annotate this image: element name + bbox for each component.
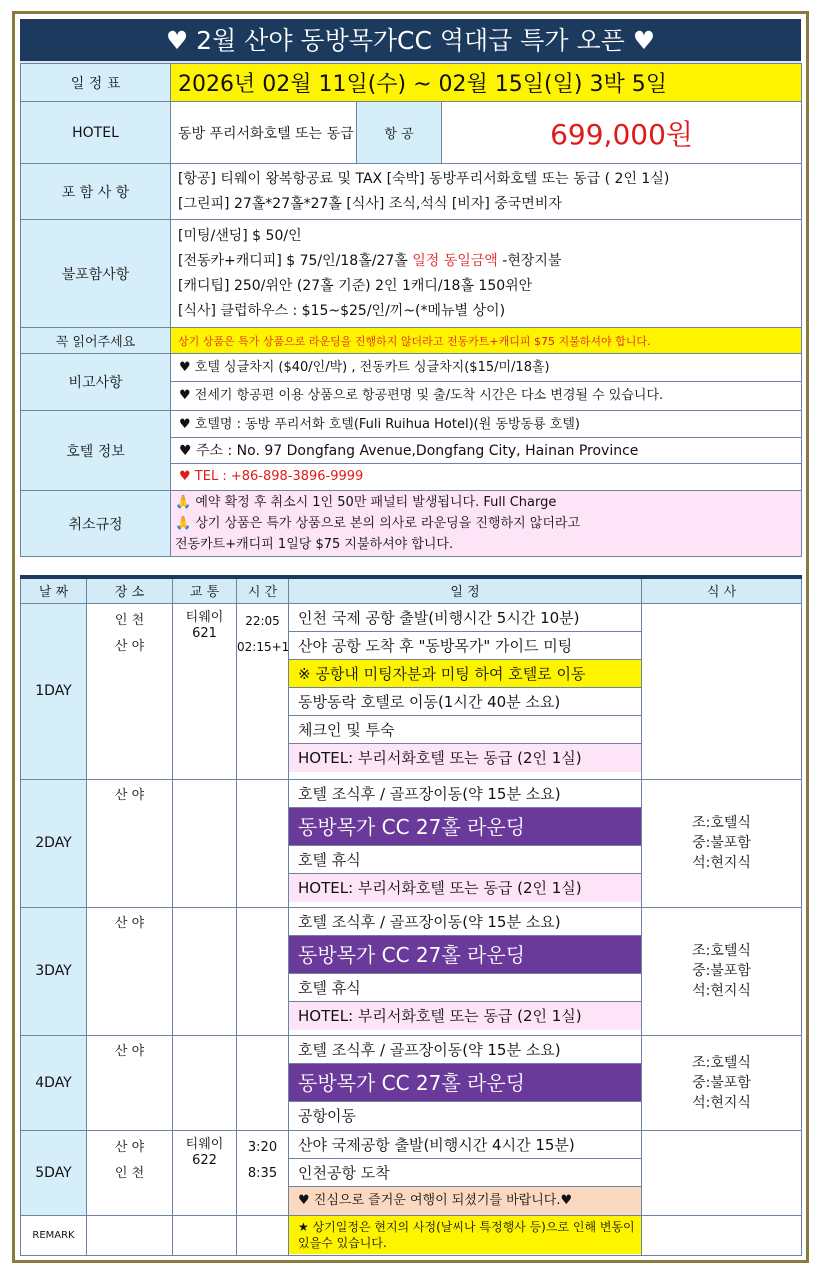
meal: 중:불포함	[692, 835, 751, 851]
table-row	[21, 1130, 802, 1215]
place: 산 야	[87, 907, 173, 1035]
hotel-tel: ♥ TEL : +86-898-3896-9999	[179, 468, 364, 484]
meal: 석:현지식	[692, 855, 751, 871]
excluded-line: [미팅/샌딩] $ 50/인	[178, 227, 302, 244]
transport: 티웨이 622	[173, 1130, 237, 1215]
place: 인 천	[114, 1165, 145, 1181]
day-label: 4DAY	[21, 1035, 87, 1130]
time: 3:20	[247, 1139, 278, 1155]
itinerary-item: 산야 공항 도착 후 "동방목가" 가이드 미팅	[289, 632, 641, 660]
cancel-line: 전동카트+캐디피 1일당 $75 지불하셔야 합니다.	[175, 537, 454, 552]
excluded-text: -현장지불	[497, 252, 562, 269]
info-table	[20, 63, 802, 557]
itinerary-item: 동방목가 CC 27홀 라운딩	[289, 936, 641, 974]
itinerary-item: 동방목가 CC 27홀 라운딩	[289, 1064, 641, 1102]
itinerary-item: 동방목가 CC 27홀 라운딩	[289, 808, 641, 846]
place: 산 야	[87, 779, 173, 907]
day-label: 1DAY	[21, 603, 87, 779]
table-row	[21, 1035, 802, 1130]
schedule-label: 일 정 표	[21, 64, 171, 102]
table-row	[21, 907, 802, 1035]
table-row	[21, 1215, 802, 1255]
included-label: 포 함 사 항	[21, 164, 171, 220]
schedule-value: 2026년 02월 11일(수) ~ 02월 15일(일) 3박 5일	[171, 64, 802, 102]
meal: 조:호텔식	[692, 943, 751, 959]
page-title: ♥ 2월 산야 동방목가CC 역대급 특가 오픈 ♥	[20, 19, 801, 63]
notice-text: 상기 상품은 특가 상품으로 라운딩을 진행하지 않더라고 전동카트+캐디피 $75 지불하셔야 합니다.	[171, 328, 802, 354]
table-row	[21, 603, 802, 779]
place: 산 야	[87, 1035, 173, 1130]
meal: 석:현지식	[692, 983, 751, 999]
remark-line: ♥ 호텔 싱글차지 ($40/인/박) , 전동카트 싱글차지($15/미/18홀)	[171, 354, 801, 382]
header-place: 장 소	[87, 577, 173, 603]
itinerary-item: 호텔 조식후 / 골프장이동(약 15분 소요)	[289, 1036, 641, 1064]
hotel-address: ♥ 주소 : No. 97 Dongfang Avenue,Dongfang City, Hainan Province	[171, 438, 801, 464]
table-row	[21, 779, 802, 907]
price: 699,000원	[442, 102, 802, 164]
itinerary-item: HOTEL: 부리서화호텔 또는 동급 (2인 1실)	[289, 874, 641, 902]
meal: 조:호텔식	[692, 815, 751, 831]
itinerary-item: 호텔 휴식	[289, 974, 641, 1002]
itinerary-item: 동방동락 호텔로 이동(1시간 40분 소요)	[289, 688, 641, 716]
cancel-label: 취소규정	[21, 491, 171, 557]
excluded-text: [전동카+캐디피] $ 75/인/18홀/27홀	[178, 252, 413, 269]
itinerary-item: ♥ 진심으로 즐거운 여행이 되셨기를 바랍니다.♥	[289, 1187, 641, 1215]
place: 산 야	[114, 638, 145, 654]
itinerary-item: 호텔 조식후 / 골프장이동(약 15분 소요)	[289, 780, 641, 808]
itinerary-item: 호텔 조식후 / 골프장이동(약 15분 소요)	[289, 908, 641, 936]
header-date: 날 짜	[21, 577, 87, 603]
meal: 중:불포함	[692, 1074, 751, 1091]
hotel-label: HOTEL	[21, 102, 171, 164]
time: 02:15+1	[237, 639, 290, 654]
header-transport: 교 통	[173, 577, 237, 603]
itinerary-item: HOTEL: 부리서화호텔 또는 동급 (2인 1실)	[289, 744, 641, 772]
meal: 조:호텔식	[692, 1054, 751, 1071]
included-line: [그린피] 27홀*27홀*27홀 [식사] 조식,석식 [비자] 중국면비자	[178, 195, 562, 212]
excluded-highlight: 일정 동일금액	[412, 252, 498, 269]
hotel-value: 동방 푸리서화호텔 또는 동급	[171, 102, 357, 164]
itinerary-item: 인천공항 도착	[289, 1159, 641, 1187]
transport: 티웨이 621	[173, 603, 237, 779]
header-itinerary: 일 정	[289, 577, 642, 603]
notice-label: 꼭 읽어주세요	[21, 328, 171, 354]
itinerary-item: 체크인 및 투숙	[289, 716, 641, 744]
cancel-line: 🙏 상기 상품은 특가 상품으로 본의 의사로 라운딩을 진행하지 않더라고	[175, 516, 581, 531]
meal: 석:현지식	[692, 1094, 751, 1111]
time: 22:05	[245, 613, 280, 628]
meal-cell	[642, 603, 802, 779]
cancel-line: 🙏 예약 확정 후 취소시 1인 50만 패널티 발생됩니다. Full Charge	[175, 495, 557, 510]
excluded-line: [식사] 클럽하우스 : $15~$25/인/끼~(*메뉴별 상이)	[178, 302, 506, 319]
meal: 중:불포함	[692, 963, 751, 979]
itinerary-item: 공항이동	[298, 1106, 356, 1125]
day-label: 3DAY	[21, 907, 87, 1035]
included-line: [항공] 티웨이 왕복항공료 및 TAX [숙박] 동방푸리서화호텔 또는 동급 ( 2인 1실)	[178, 170, 670, 187]
day-label: 2DAY	[21, 779, 87, 907]
hotel-info-label: 호텔 정보	[21, 411, 171, 491]
place: 인 천	[114, 612, 145, 628]
itinerary-item: ※ 공항내 미팅자분과 미팅 하여 호텔로 이동	[289, 660, 641, 688]
day-label: 5DAY	[21, 1130, 87, 1215]
itinerary-item: 인천 국제 공항 출발(비행시간 5시간 10분)	[289, 604, 641, 632]
remark-line: ♥ 전세기 항공편 이용 상품으로 항공편명 및 출/도착 시간은 다소 변경될 수 있습니다.	[179, 388, 664, 403]
hotel-name: ♥ 호텔명 : 동방 푸리서화 호텔(Fuli Ruihua Hotel)(원 동방동룡 호텔)	[171, 412, 801, 438]
excluded-label: 불포함사항	[21, 220, 171, 328]
remark-label: REMARK	[21, 1215, 87, 1255]
remarks-label: 비고사항	[21, 354, 171, 411]
excluded-line: [캐디팁] 250/위안 (27홀 기준) 2인 1캐디/18홀 150위안	[178, 277, 533, 294]
itinerary-item: HOTEL: 부리서화호텔 또는 동급 (2인 1실)	[289, 1002, 641, 1030]
itinerary-item: 호텔 휴식	[289, 846, 641, 874]
header-meal: 식 사	[642, 577, 802, 603]
meal-cell	[642, 1130, 802, 1215]
page-frame	[12, 11, 809, 1263]
itinerary-item: 산야 국제공항 출발(비행시간 4시간 15분)	[289, 1131, 641, 1159]
header-time: 시 간	[237, 577, 289, 603]
time: 8:35	[247, 1165, 278, 1181]
excluded-line	[178, 249, 801, 274]
place: 산 야	[114, 1139, 145, 1155]
air-label: 항 공	[357, 102, 442, 164]
remark-text: ★ 상기일정은 현지의 사정(날씨나 특정행사 등)으로 인해 변동이 있을수 있습니다.	[289, 1216, 641, 1254]
itinerary-table	[20, 575, 802, 1256]
